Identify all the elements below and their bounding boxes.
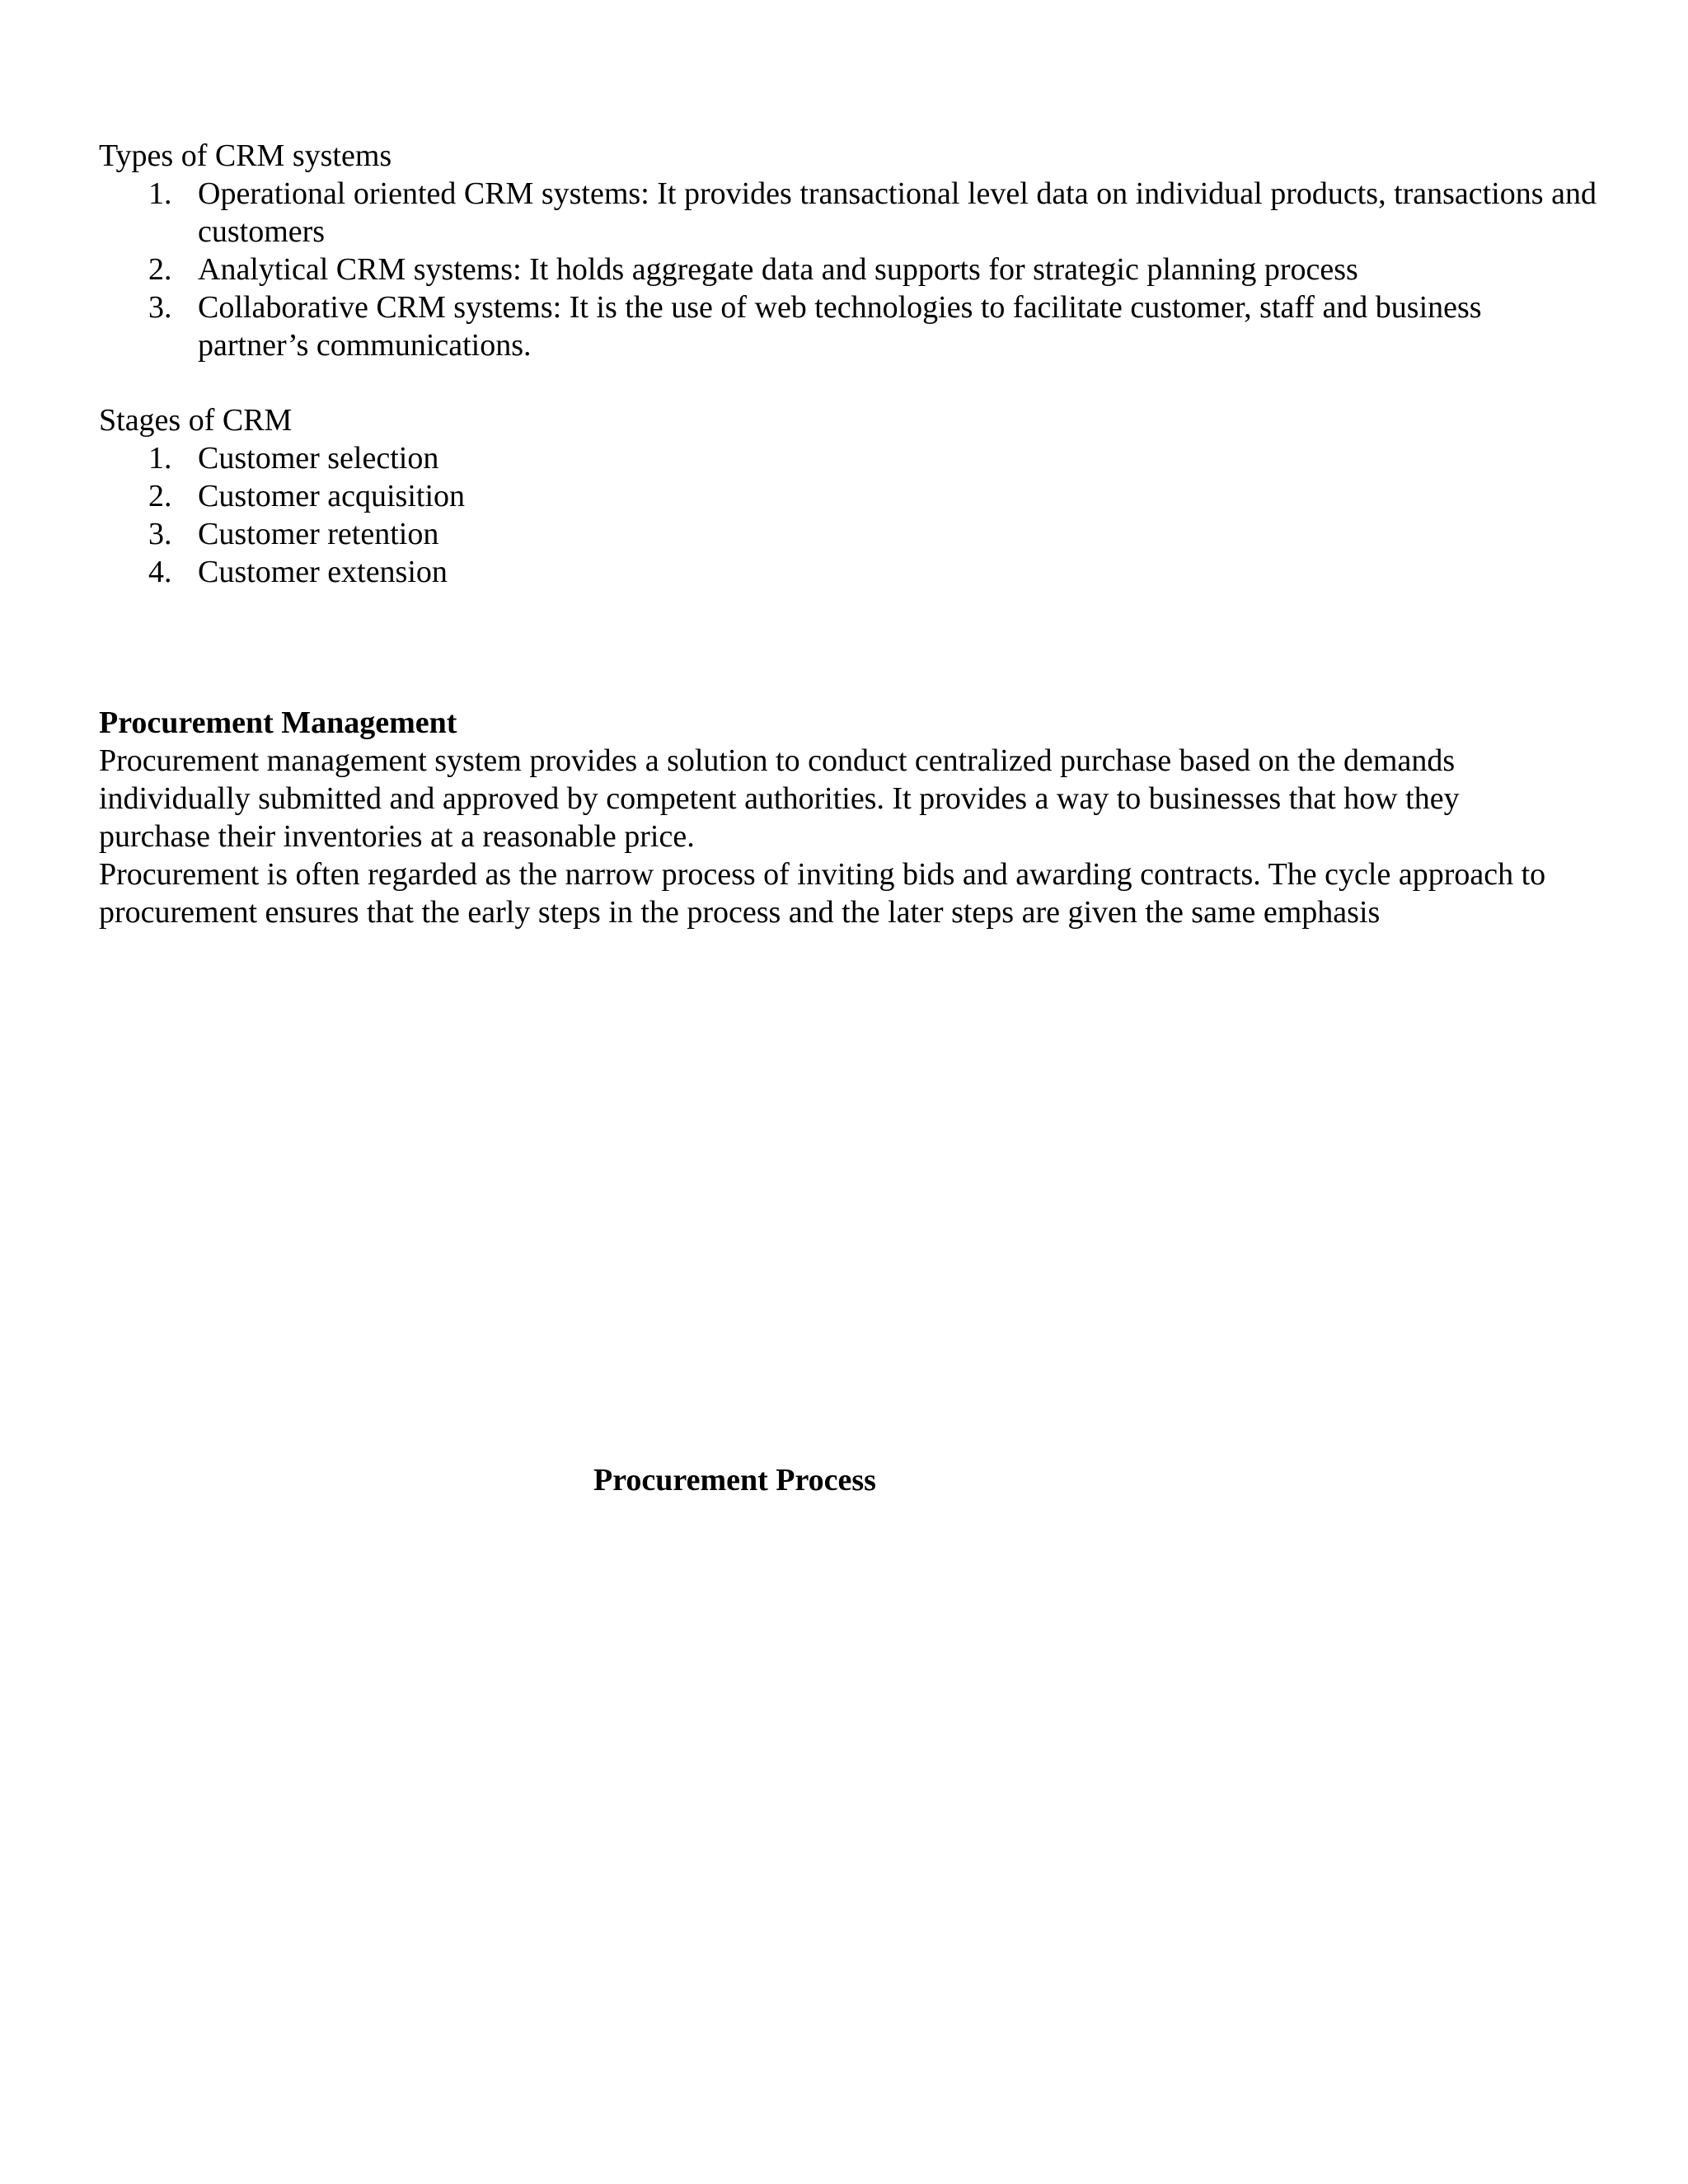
list-item	[0, 515, 1599, 553]
crm-types-heading: Types of CRM systems	[99, 138, 392, 173]
list-item-text: Analytical CRM systems: It holds aggregate data and supports for strategic planning process	[198, 252, 1358, 287]
list-item-number: 1.	[148, 176, 172, 211]
list-item-text: Operational oriented CRM systems: It provides transactional level data on individual products, transactions and customers	[198, 176, 1597, 249]
list-item	[0, 553, 1599, 591]
list-item-text: Customer retention	[198, 517, 439, 551]
list-item-number: 3.	[148, 290, 172, 325]
list-item-text: Collaborative CRM systems: It is the use of web technologies to facilitate customer, staff and business partner’s communications.	[198, 290, 1482, 363]
list-item	[0, 175, 1599, 251]
procurement-paragraph-2: Procurement is often regarded as the narrow process of inviting bids and awarding contracts. The cycle approach to procurement ensures that the early steps in the process and the later steps are given the same emphasis	[99, 857, 1546, 930]
list-item-text: Customer extension	[198, 555, 448, 589]
procurement-paragraph-1: Procurement management system provides a solution to conduct centralized purchase based on the demands individually submitted and approved by competent authorities. It provides a way to businesses that how they purchase their inventories at a reasonable price.	[99, 743, 1460, 854]
procurement-process-title: Procurement Process	[593, 1463, 876, 1497]
list-item-number: 3.	[148, 517, 172, 551]
list-item	[0, 439, 1599, 477]
crm-types-list	[0, 175, 1599, 364]
list-item	[0, 477, 1599, 515]
list-item-number: 4.	[148, 555, 172, 589]
list-item-number: 2.	[148, 479, 172, 513]
crm-stages-list	[0, 439, 1599, 591]
crm-stages-heading: Stages of CRM	[99, 403, 293, 438]
list-item-text: Customer selection	[198, 441, 439, 476]
procurement-heading: Procurement Management	[99, 705, 457, 740]
list-item	[0, 288, 1599, 364]
list-item	[0, 251, 1599, 288]
list-item-text: Customer acquisition	[198, 479, 466, 513]
list-item-number: 1.	[148, 441, 172, 476]
list-item-number: 2.	[148, 252, 172, 287]
